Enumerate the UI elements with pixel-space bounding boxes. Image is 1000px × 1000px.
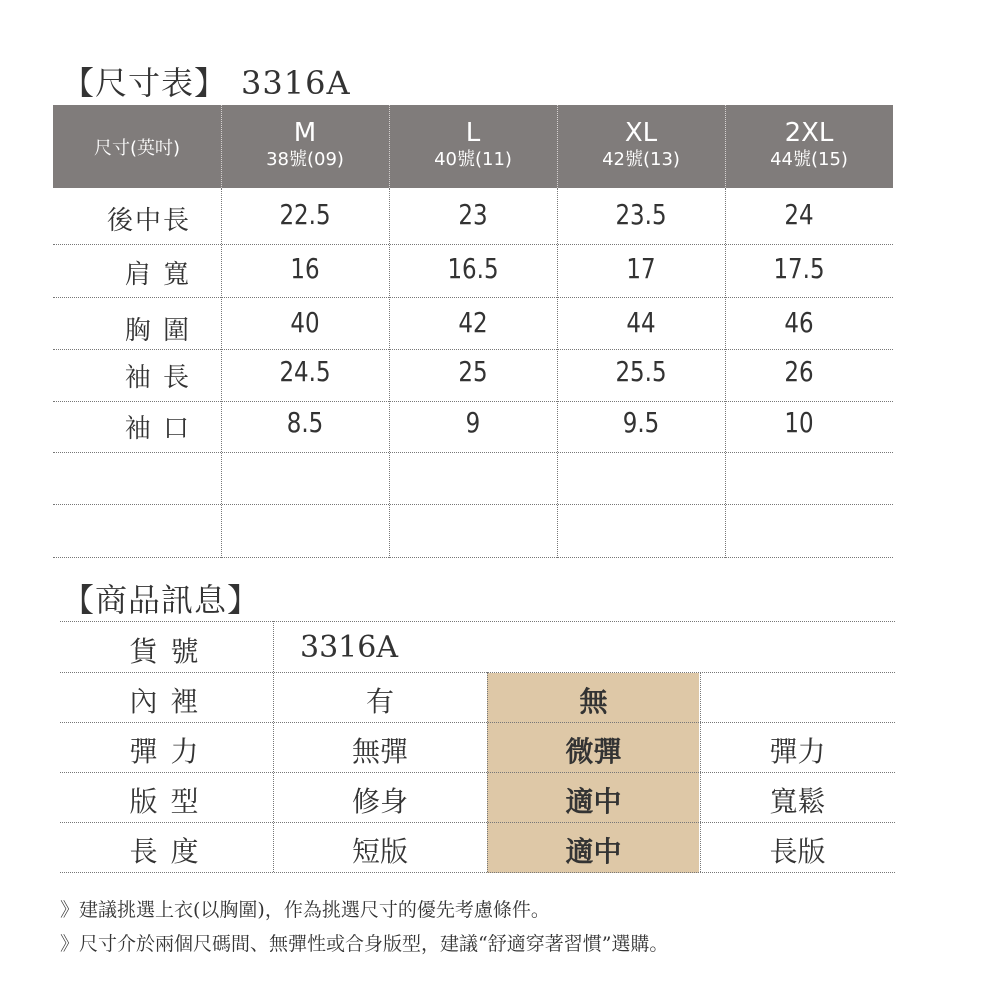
product-code-heading: 3316A (241, 64, 351, 102)
grid-line (60, 621, 895, 622)
elasticity-option-none: 無彈 (351, 735, 408, 768)
lining-option-yes: 有 (365, 685, 394, 718)
table-cell: 10 (784, 406, 814, 439)
size-name: 2XL (784, 118, 834, 148)
table-cell: 23.5 (615, 198, 667, 231)
grid-line (53, 452, 893, 453)
grid-line (53, 297, 893, 298)
size-number: 42號(13) (602, 149, 680, 170)
grid-line (60, 722, 895, 723)
elasticity-option-slight: 微彈 (565, 735, 622, 768)
product-code-label: 貨 號 (129, 635, 201, 668)
table-cell: 40 (290, 306, 320, 339)
row-label-shoulder: 肩 寬 (124, 260, 191, 290)
grid-line (60, 872, 895, 873)
table-cell: 16 (290, 252, 320, 285)
grid-line (60, 672, 895, 673)
size-name: M (293, 118, 317, 148)
size-name: L (465, 118, 481, 148)
grid-line (53, 244, 893, 245)
length-option-long: 長版 (769, 835, 826, 868)
table-cell: 25 (458, 355, 488, 388)
elasticity-label: 彈 力 (129, 735, 201, 768)
product-info-title: 【商品訊息】 (62, 581, 261, 619)
length-label: 長 度 (129, 835, 201, 868)
lining-option-no: 無 (579, 685, 608, 718)
size-number: 44號(15) (770, 149, 848, 170)
grid-line (53, 557, 893, 558)
table-cell: 24.5 (279, 355, 331, 388)
header-size-xl (557, 105, 725, 188)
table-cell: 44 (626, 306, 656, 339)
grid-line (60, 772, 895, 773)
table-cell: 26 (784, 355, 814, 388)
note-line-1: 》建議挑選上衣(以胸圍)，作為挑選尺寸的優先考慮條件。 (60, 899, 550, 921)
fit-option-regular: 適中 (565, 785, 622, 818)
header-size-2xl (725, 105, 893, 188)
header-size-m (221, 105, 389, 188)
fit-label: 版 型 (129, 785, 201, 818)
fit-option-loose: 寬鬆 (769, 785, 826, 818)
table-cell: 23 (458, 198, 488, 231)
table-cell: 8.5 (286, 406, 324, 439)
product-code-value: 3316A (300, 630, 399, 665)
size-table-header (53, 105, 893, 188)
lining-label: 內 裡 (129, 685, 201, 718)
size-name: XL (624, 118, 658, 148)
table-cell: 17.5 (773, 252, 825, 285)
length-option-regular: 適中 (565, 835, 622, 868)
length-option-short: 短版 (351, 835, 408, 868)
size-chart-title (62, 58, 351, 104)
header-unit-label: 尺寸(英吋) (93, 137, 181, 159)
note-line-2: 》尺寸介於兩個尺碼間、無彈性或合身版型，建議“舒適穿著習慣”選購。 (60, 933, 669, 955)
table-cell: 17 (626, 252, 656, 285)
table-cell: 46 (784, 306, 814, 339)
row-label-sleeve-length: 袖 長 (124, 363, 191, 393)
table-cell: 16.5 (447, 252, 499, 285)
row-label-back-length: 後中長 (106, 206, 191, 236)
size-number: 38號(09) (266, 149, 344, 170)
grid-line (60, 822, 895, 823)
grid-line (53, 504, 893, 505)
header-size-l (389, 105, 557, 188)
grid-line (53, 349, 893, 350)
row-label-chest: 胸 圍 (124, 316, 191, 346)
size-chart-heading: 【尺寸表】 (62, 64, 228, 102)
fit-option-slim: 修身 (351, 785, 408, 818)
table-cell: 22.5 (279, 198, 331, 231)
table-cell: 42 (458, 306, 488, 339)
table-cell: 24 (784, 198, 814, 231)
row-label-cuff: 袖 口 (124, 414, 191, 444)
table-cell: 9.5 (622, 406, 660, 439)
elasticity-option-stretch: 彈力 (769, 735, 826, 768)
grid-line (53, 401, 893, 402)
size-number: 40號(11) (434, 149, 512, 170)
table-cell: 25.5 (615, 355, 667, 388)
table-cell: 9 (465, 406, 481, 439)
